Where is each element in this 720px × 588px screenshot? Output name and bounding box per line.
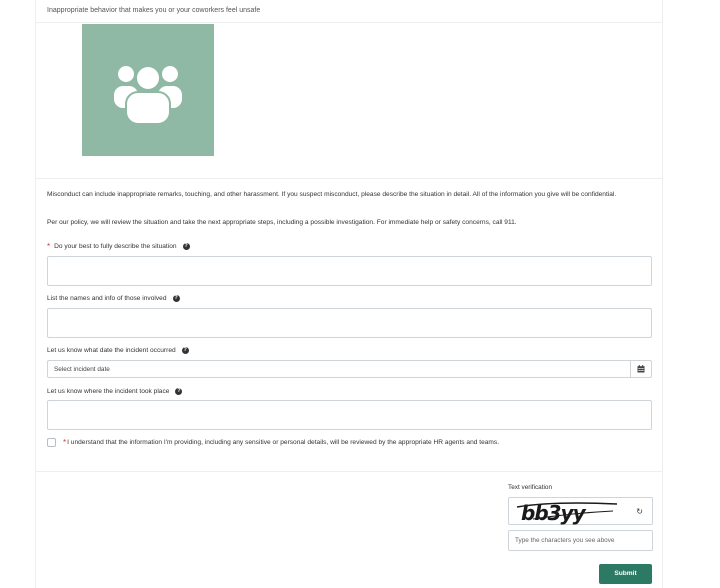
date-placeholder: Select incident date — [54, 366, 110, 373]
involved-people-input[interactable] — [47, 308, 652, 338]
location-label — [47, 388, 182, 395]
required-marker: * — [47, 241, 51, 251]
captcha-input-wrapper — [508, 530, 653, 551]
captcha-text: bb3yy — [521, 501, 585, 525]
involved-label-text: List the names and info of those involved — [47, 295, 167, 302]
date-label-text: Let us know what date the incident occurred — [47, 347, 176, 354]
incident-date-picker[interactable] — [47, 360, 652, 378]
consent-row — [47, 438, 499, 447]
users-group-icon — [112, 54, 184, 126]
consent-checkbox[interactable] — [47, 438, 56, 447]
calendar-icon — [637, 365, 645, 373]
submit-button[interactable]: Submit — [599, 564, 652, 584]
help-icon[interactable]: ? — [183, 347, 187, 353]
help-icon[interactable]: ? — [177, 388, 181, 394]
captcha-strike-line — [513, 499, 623, 523]
help-icon[interactable]: ? — [184, 243, 188, 249]
calendar-button[interactable] — [630, 361, 651, 377]
form-subtitle: Inappropriate behavior that makes you or your coworkers feel unsafe — [47, 7, 261, 14]
date-label — [47, 347, 189, 354]
text-verification-label: Text verification — [508, 484, 553, 491]
involved-label — [47, 295, 180, 302]
consent-label: I understand that the information I'm providing, including any sensitive or personal details, will be reviewed by the appropriate HR agents and teams. — [67, 439, 500, 446]
captcha-image — [513, 499, 623, 523]
help-icon[interactable]: ? — [174, 295, 178, 301]
describe-label — [47, 243, 190, 250]
divider — [36, 178, 662, 179]
form-header — [36, 0, 662, 23]
intro-paragraph-2: Per our policy, we will review the situation and take the next appropriate steps, including a possible investigation. For immediate help or safety concerns, call 911. — [47, 219, 517, 226]
captcha-box — [508, 497, 653, 525]
incident-location-input[interactable] — [47, 400, 652, 430]
report-form-card — [35, 0, 663, 588]
describe-label-text: Do your best to fully describe the situation — [54, 243, 177, 250]
refresh-icon[interactable]: ↻ — [636, 507, 643, 516]
required-marker: * — [63, 437, 67, 447]
divider — [36, 471, 662, 472]
intro-paragraph-1: Misconduct can include inappropriate remarks, touching, and other harassment. If you suspect misconduct, please describe the situation in detail. All of the information you give will be confidential. — [47, 191, 617, 198]
location-label-text: Let us know where the incident took place — [47, 388, 170, 395]
describe-situation-input[interactable] — [47, 256, 652, 286]
hero-image — [82, 24, 214, 156]
captcha-input[interactable] — [509, 531, 652, 550]
